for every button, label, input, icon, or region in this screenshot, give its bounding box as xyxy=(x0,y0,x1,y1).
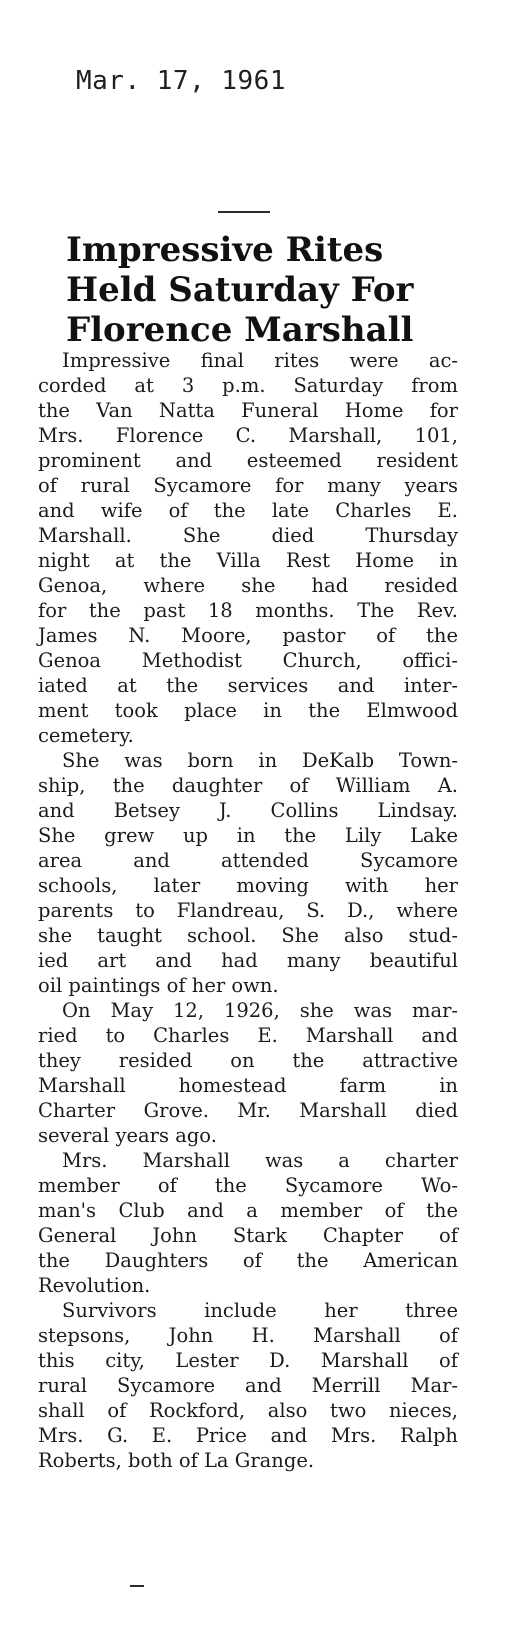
article-paragraph xyxy=(38,748,458,998)
article-paragraph xyxy=(38,1298,458,1473)
article-line: ied art and had many beautiful xyxy=(38,949,458,972)
article-line: and Betsey J. Collins Lindsay. xyxy=(38,799,458,822)
article-line: and wife of the late Charles E. xyxy=(38,499,458,522)
article-line: member of the Sycamore Wo- xyxy=(38,1174,458,1197)
article-line: rural Sycamore and Merrill Mar- xyxy=(38,1374,458,1397)
article-line: several years ago. xyxy=(38,1124,217,1147)
article-line: they resided on the attractive xyxy=(38,1049,458,1072)
article-line: Mrs. Florence C. Marshall, 101, xyxy=(38,424,458,447)
bottom-rule xyxy=(130,1585,144,1587)
article-line: she taught school. She also stud- xyxy=(38,924,458,947)
article-line: area and attended Sycamore xyxy=(38,849,458,872)
headline xyxy=(66,230,466,350)
article-line: Impressive final rites were ac- xyxy=(62,349,458,372)
article-line: Charter Grove. Mr. Marshall died xyxy=(38,1099,458,1122)
article-paragraph xyxy=(38,998,458,1148)
article-line: She was born in DeKalb Town- xyxy=(62,749,458,772)
article-line: the Daughters of the American xyxy=(38,1249,458,1272)
article-line: stepsons, John H. Marshall of xyxy=(38,1324,458,1347)
article-line: ship, the daughter of William A. xyxy=(38,774,458,797)
article-body xyxy=(38,348,458,1473)
article-line: General John Stark Chapter of xyxy=(38,1224,458,1247)
top-rule xyxy=(218,211,270,213)
article-paragraph xyxy=(38,348,458,748)
headline-line: Florence Marshall xyxy=(66,310,414,350)
article-line: Survivors include her three xyxy=(62,1299,458,1322)
article-line: James N. Moore, pastor of the xyxy=(38,624,458,647)
article-line: Revolution. xyxy=(38,1274,151,1297)
article-line: oil paintings of her own. xyxy=(38,974,279,997)
article-line: iated at the services and inter- xyxy=(38,674,458,697)
article-line: prominent and esteemed resident xyxy=(38,449,458,472)
article-line: She grew up in the Lily Lake xyxy=(38,824,458,847)
article-line: schools, later moving with her xyxy=(38,874,458,897)
newspaper-clipping xyxy=(0,218,519,1618)
article-line: Genoa, where she had resided xyxy=(38,574,458,597)
article-line: Mrs. Marshall was a charter xyxy=(62,1149,458,1172)
article-line: Marshall. She died Thursday xyxy=(38,524,458,547)
article-line: On May 12, 1926, she was mar- xyxy=(62,999,458,1022)
article-line: parents to Flandreau, S. D., where xyxy=(38,899,458,922)
article-line: night at the Villa Rest Home in xyxy=(38,549,458,572)
article-line: ment took place in the Elmwood xyxy=(38,699,458,722)
article-line: Genoa Methodist Church, offici- xyxy=(38,649,458,672)
article-line: the Van Natta Funeral Home for xyxy=(38,399,458,422)
article-line: shall of Rockford, also two nieces, xyxy=(38,1399,458,1422)
article-line: man's Club and a member of the xyxy=(38,1199,458,1222)
article-line: of rural Sycamore for many years xyxy=(38,474,458,497)
article-line: Marshall homestead farm in xyxy=(38,1074,458,1097)
article-paragraph xyxy=(38,1148,458,1298)
headline-line: Held Saturday For xyxy=(66,270,414,310)
article-line: ried to Charles E. Marshall and xyxy=(38,1024,458,1047)
article-line: Mrs. G. E. Price and Mrs. Ralph xyxy=(38,1424,458,1447)
article-line: corded at 3 p.m. Saturday from xyxy=(38,374,458,397)
article-line: for the past 18 months. The Rev. xyxy=(38,599,458,622)
headline-line: Impressive Rites xyxy=(66,230,384,270)
article-line: this city, Lester D. Marshall of xyxy=(38,1349,458,1372)
article-line: cemetery. xyxy=(38,724,134,747)
date-stamp: Mar. 17, 1961 xyxy=(76,66,286,96)
article-line: Roberts, both of La Grange. xyxy=(38,1449,315,1472)
